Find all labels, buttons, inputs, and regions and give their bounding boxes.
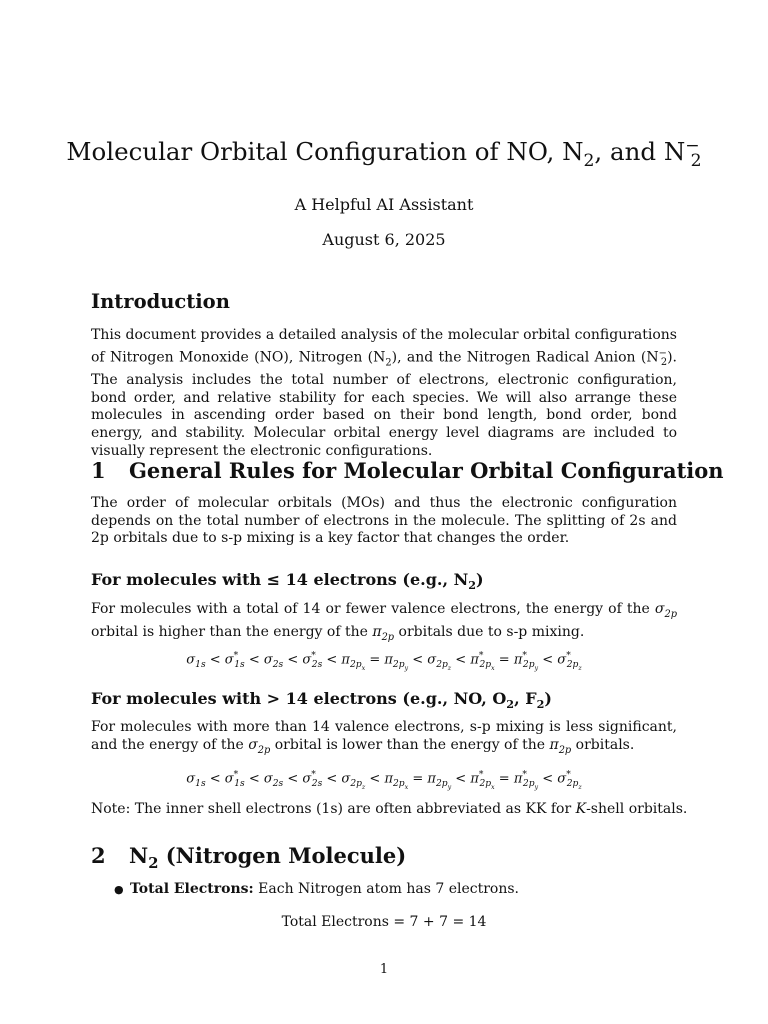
subsection-gt14-paragraph: For molecules with more than 14 valence electrons, s-p mixing is less significant, and the energy of the $\sigma_{2p}$ orbital is lower than the energy of the $\pi_{2p}$ orbitals.	[91, 719, 677, 756]
section-1-paragraph: The order of molecular orbitals (MOs) and thus the electronic configuration depends on the total number of electrons in the molecule. The splitting of 2s and 2p orbitals due to s-p mixing is a key factor that changes the order.	[91, 495, 677, 547]
document-date: August 6, 2025	[322, 230, 446, 249]
mo-order-equation-gt14: $\sigma_{1s} < \sigma^*_{1s} < \sigma_{2s} < \sigma^*_{2s} < \sigma_{2p_z} < \pi_{2p_x} = \pi_{2p_y} < \pi^*_{2p_x} = \pi^*_{2p_y} < \sigma^*_{2p_z}$	[186, 770, 582, 791]
subsection-le14-paragraph: For molecules with a total of 14 or fewer valence electrons, the energy of the $\sigma_{2p}$ orbital is higher than the energy of the $\pi_{2p}$ orbitals due to s-p mixing.	[91, 601, 677, 643]
introduction-paragraph: This document provides a detailed analysis of the molecular orbital configurations of Nitrogen Monoxide (NO), Nitrogen $(N_2)$, and the Nitrogen Radical Anion $(N^-_2)$. The analysis includes the total number of electrons, electronic configuration, bond order, and relative stability for each species. We will also arrange these molecules in ascending order based on their bond length, bond order, bond energy, and stability. Molecular orbital energy level diagrams are included to visually represent the electronic configurations.	[91, 327, 677, 459]
inner-shell-note: Note: The inner shell electrons (1s) are often abbreviated as KK for K-shell orbitals.	[91, 801, 688, 817]
subsection-gt14-heading: For molecules with > 14 electrons (e.g., NO, $O_2$, $F_2$)	[91, 689, 552, 712]
total-electrons-equation: Total Electrons = 7 + 7 = 14	[281, 914, 487, 930]
introduction-heading: Introduction	[91, 290, 230, 313]
document-author: A Helpful AI Assistant	[294, 195, 474, 214]
bullet-icon: ●	[114, 883, 124, 896]
section-1-heading: 1 General Rules for Molecular Orbital Configuration	[91, 458, 724, 483]
subsection-le14-heading: For molecules with ≤ 14 electrons (e.g., $N_2$)	[91, 570, 484, 593]
document-title: Molecular Orbital Configuration of NO, $N_2$, and $N^-_2$	[66, 136, 702, 172]
total-electrons-bullet: ● Total Electrons: Each Nitrogen atom has 7 electrons.	[114, 881, 520, 897]
page-number: 1	[379, 962, 389, 977]
mo-order-equation-le14: $\sigma_{1s} < \sigma^*_{1s} < \sigma_{2s} < \sigma^*_{2s} < \pi_{2p_x} = \pi_{2p_y} < \sigma_{2p_z} < \pi^*_{2p_x} = \pi^*_{2p_y} < \sigma^*_{2p_z}$	[186, 651, 582, 672]
section-2-heading: 2 $N_2$ (Nitrogen Molecule)	[91, 843, 407, 873]
